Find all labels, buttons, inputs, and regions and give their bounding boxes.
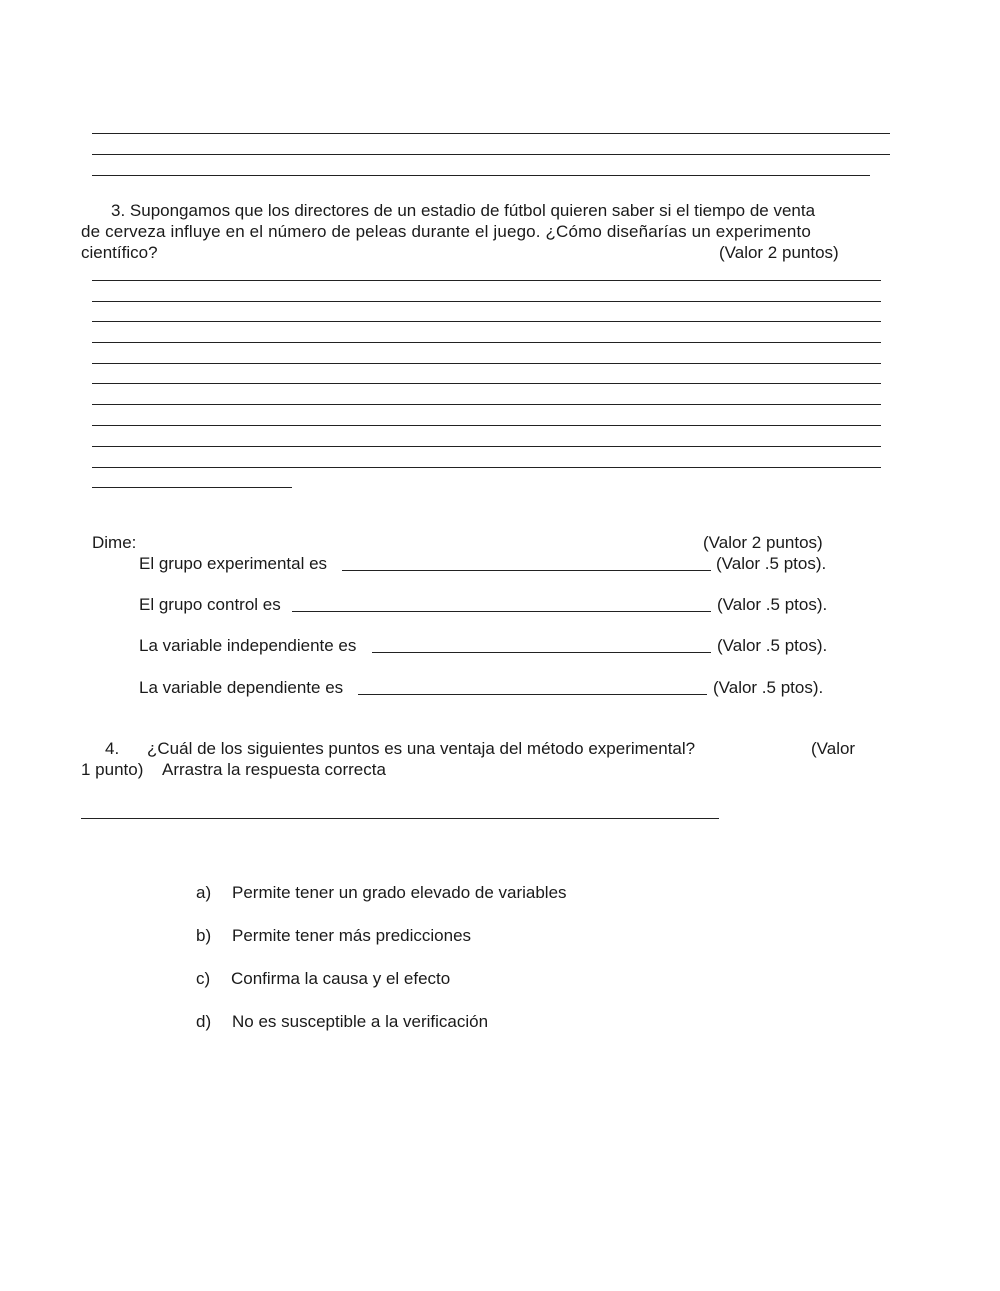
option-letter: d) (196, 1012, 212, 1031)
answer-line[interactable] (92, 175, 870, 176)
q3-text-line1: 3. Supongamos que los directores de un estadio de fútbol quieren saber si el tiempo de venta (111, 201, 816, 220)
answer-line[interactable] (92, 404, 881, 405)
option-text: Confirma la causa y el efecto (231, 969, 451, 988)
option-letter: c) (196, 969, 211, 988)
answer-line[interactable] (92, 133, 890, 134)
option-text: No es susceptible a la verificación (232, 1012, 489, 1031)
q4-value-part2: 1 punto) (81, 760, 144, 779)
answer-line[interactable] (92, 342, 881, 343)
option-a[interactable] (196, 883, 567, 903)
option-letter: b) (196, 926, 212, 945)
q4-instruction: Arrastra la respuesta correcta (162, 760, 386, 779)
answer-line[interactable] (92, 280, 881, 281)
dime-value: (Valor 2 puntos) (703, 533, 823, 552)
option-text: Permite tener un grado elevado de variables (232, 883, 567, 902)
dime-item-dependent-label: La variable dependiente es (139, 678, 344, 697)
dime-item-experimental-label: El grupo experimental es (139, 554, 328, 573)
answer-line[interactable] (92, 446, 881, 447)
dime-item-control-value: (Valor .5 ptos). (717, 595, 828, 614)
q4-question: ¿Cuál de los siguientes puntos es una ventaja del método experimental? (147, 739, 696, 758)
dime-item-control-label: El grupo control es (139, 595, 281, 614)
dime-item-dependent-blank[interactable] (358, 694, 707, 695)
option-text: Permite tener más predicciones (232, 926, 472, 945)
q3-value: (Valor 2 puntos) (719, 243, 839, 262)
option-c[interactable] (196, 969, 450, 989)
dime-item-dependent-value: (Valor .5 ptos). (713, 678, 824, 697)
answer-line[interactable] (92, 487, 292, 488)
q3-text-line2: de cerveza influye en el número de peleas durante el juego. ¿Cómo diseñarías un experimento (81, 222, 811, 241)
answer-line[interactable] (92, 383, 881, 384)
dime-item-independent-label: La variable independiente es (139, 636, 357, 655)
dime-item-experimental-blank[interactable] (342, 570, 711, 571)
dime-item-experimental-value: (Valor .5 ptos). (716, 554, 827, 573)
option-letter: a) (196, 883, 212, 902)
answer-line[interactable] (92, 154, 890, 155)
answer-line[interactable] (92, 321, 881, 322)
option-d[interactable] (196, 1012, 488, 1032)
dime-item-independent-blank[interactable] (372, 652, 711, 653)
option-b[interactable] (196, 926, 471, 946)
answer-line[interactable] (92, 301, 881, 302)
answer-line[interactable] (92, 425, 881, 426)
q4-number: 4. (105, 739, 120, 758)
q3-text-line3: científico? (81, 243, 158, 262)
dime-item-independent-value: (Valor .5 ptos). (717, 636, 828, 655)
dime-label: Dime: (92, 533, 137, 552)
answer-line[interactable] (92, 467, 881, 468)
dime-item-control-blank[interactable] (292, 611, 711, 612)
answer-line[interactable] (92, 363, 881, 364)
q4-value-part1: (Valor (811, 739, 856, 758)
q4-answer-drop-line[interactable] (81, 818, 719, 819)
